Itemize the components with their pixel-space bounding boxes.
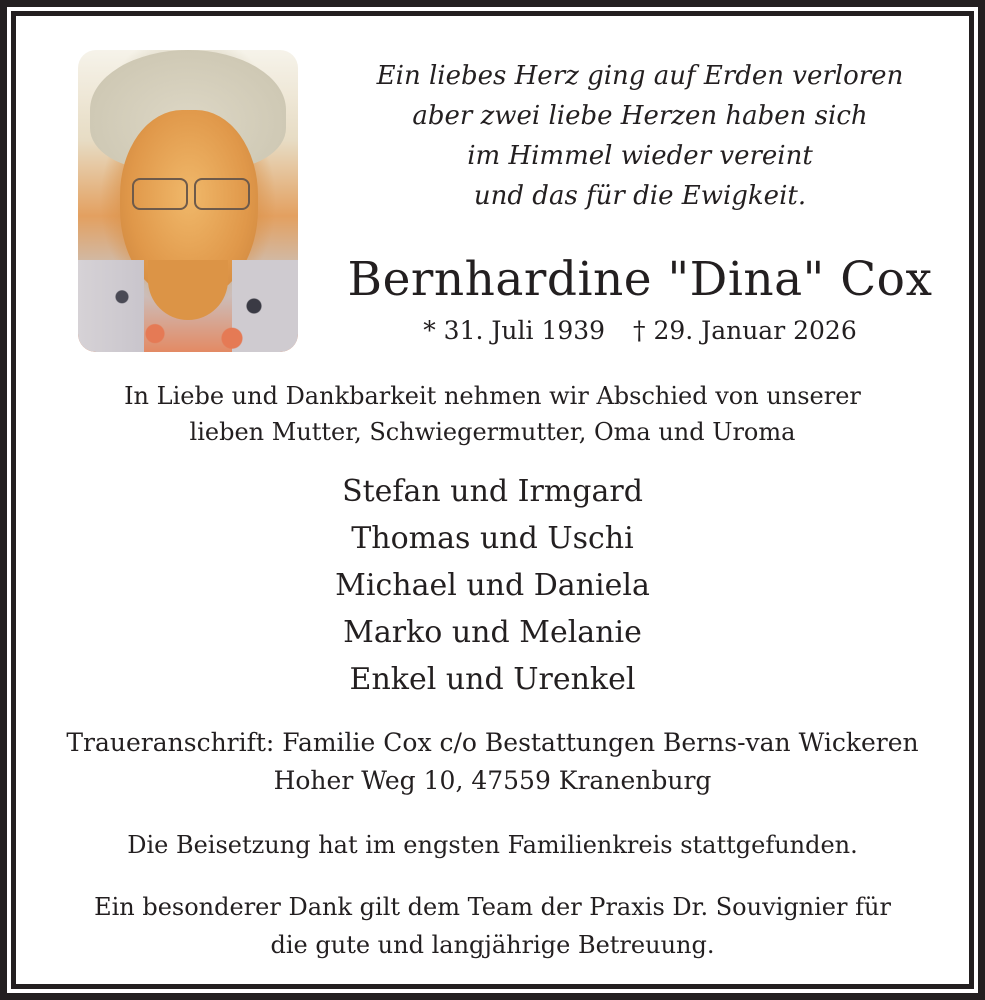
verse-line: aber zwei liebe Herzen haben sich xyxy=(412,101,868,131)
deceased-portrait xyxy=(78,50,298,352)
thanks-line: die gute und langjährige Betreuung. xyxy=(270,931,715,959)
thanks-note xyxy=(20,888,965,964)
condolence-address xyxy=(20,724,965,800)
mourner-entry: Thomas und Uschi xyxy=(351,521,634,556)
portrait-scarf xyxy=(78,260,298,352)
birth-date: * 31. Juli 1939 xyxy=(423,316,606,345)
burial-note: Die Beisetzung hat im engsten Familienkreis stattgefunden. xyxy=(127,831,858,859)
farewell-intro xyxy=(40,378,945,450)
intro-line: In Liebe und Dankbarkeit nehmen wir Abschied von unserer xyxy=(124,382,861,410)
life-dates xyxy=(340,313,940,349)
mourner-entry: Michael und Daniela xyxy=(335,568,650,603)
mourner-entry: Enkel und Urenkel xyxy=(349,662,636,697)
address-line: Hoher Weg 10, 47559 Kranenburg xyxy=(273,766,712,795)
thanks-line: Ein besonderer Dank gilt dem Team der Praxis Dr. Souvignier für xyxy=(94,893,891,921)
portrait-glasses xyxy=(130,178,250,208)
deceased-name: Bernhardine "Dina" Cox xyxy=(347,252,933,307)
verse-line: Ein liebes Herz ging auf Erden verloren xyxy=(376,61,904,91)
address-line: Traueranschrift: Familie Cox c/o Bestattungen Berns-van Wickeren xyxy=(66,728,919,757)
mourner-entry: Stefan und Irmgard xyxy=(342,474,643,509)
mourner-entry: Marko und Melanie xyxy=(343,615,642,650)
intro-line: lieben Mutter, Schwiegermutter, Oma und Uroma xyxy=(189,418,796,446)
memorial-verse xyxy=(340,56,940,216)
mourners-list xyxy=(140,468,845,703)
verse-line: im Himmel wieder vereint xyxy=(467,141,813,171)
verse-line: und das für die Ewigkeit. xyxy=(473,181,807,211)
death-date: † 29. Januar 2026 xyxy=(633,316,857,345)
